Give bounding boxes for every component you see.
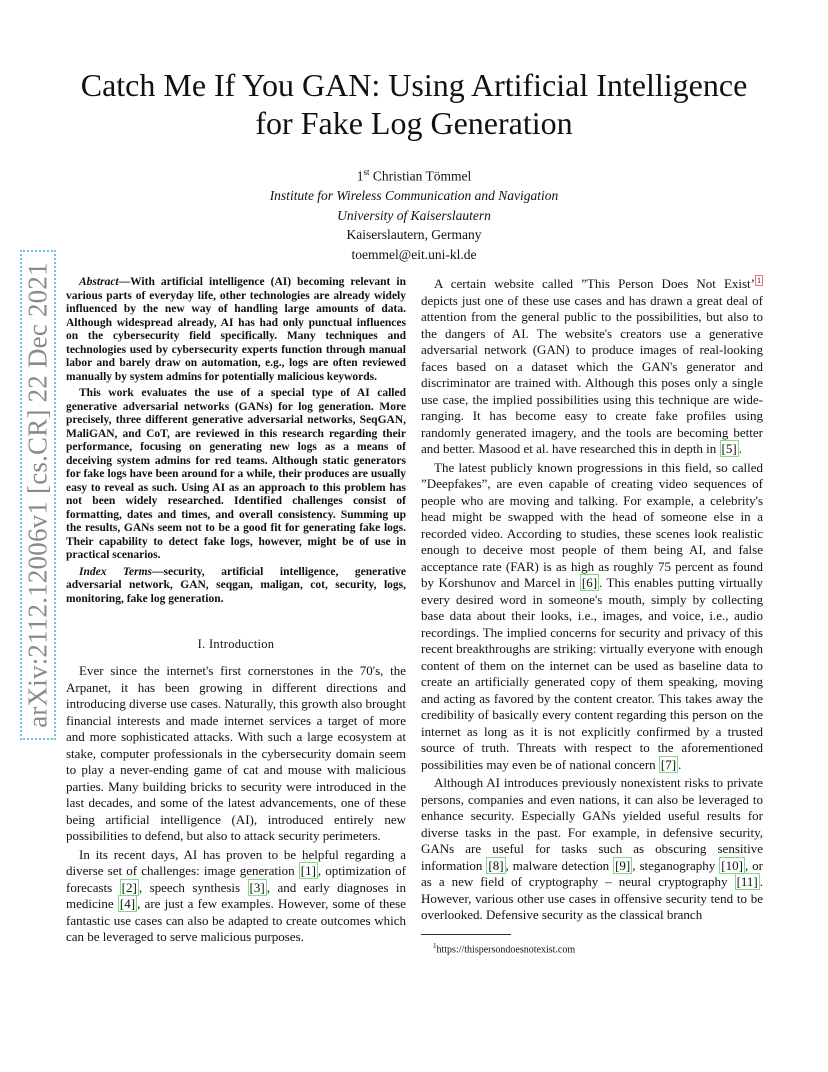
section-heading-introduction: I. Introduction bbox=[197, 637, 275, 651]
text-run: . bbox=[678, 756, 682, 772]
text-run: Although AI introduces previously nonexistent risks to private persons, companies and even nations, it can also be leveraged to enhance security. Especially GANs yielded useful results for diverse tasks in the past. For example, in defensive security, GANs are useful for tasks such as obscuring sensitive information bbox=[421, 775, 763, 873]
footnote-link-1[interactable]: 1 bbox=[757, 275, 761, 285]
text-run: , malware detection bbox=[505, 857, 614, 873]
text-run: , are just a few examples. However, some of these fantastic use cases can also be adapted to create outcomes which can be leveraged to serve malicious purposes. bbox=[66, 896, 407, 944]
citation-link-3[interactable]: [3] bbox=[249, 879, 265, 895]
author-location: Kaiserslautern, Germany bbox=[346, 227, 482, 242]
text-run: , optimization of forecasts bbox=[66, 863, 406, 895]
footnote-mark: 1 bbox=[433, 941, 437, 950]
text-run: , or as a new field of cryptography – neural cryptography bbox=[421, 857, 763, 889]
index-terms-label: Index Terms bbox=[79, 565, 152, 578]
right-paragraph-1 bbox=[421, 276, 763, 458]
abstract-paragraph-2: This work evaluates the use of a special type of AI called generative adversarial networks (GANs) for log generation. More precisely, three different generative adversarial networks, SeqGAN, MaliGAN, and CoT, are reviewed in this research regarding their performance, focusing on generating new logs as a means of deceiving system admins for red teams. Although static generators for fake logs have been around for a while, their produces are usually easy to reveal as such. Using AI as an approach to this problem has not been widely researched. Identified challenges consist of formatting, dates and times, and overall consistency. Summing up the results, GANs seem not to be a good fit for generating fake logs. Their capability to detect fake logs, however, might be of use in practical scenarios. bbox=[66, 387, 406, 561]
citation-link-7[interactable]: [7] bbox=[660, 756, 677, 772]
citation-link-4[interactable]: [4] bbox=[119, 896, 136, 911]
citation-link-8[interactable]: [8] bbox=[488, 857, 504, 873]
citation-link-10[interactable]: [10] bbox=[721, 857, 743, 873]
author-ordinal-suffix: st bbox=[363, 167, 370, 177]
right-paragraph-2 bbox=[421, 460, 763, 774]
text-run: . bbox=[738, 441, 742, 456]
abstract-label: Abstract bbox=[79, 276, 119, 288]
intro-paragraph-1: Ever since the internet's first cornerstones in the 70's, the Arpanet, it has been growing in different directions and introducing diverse use cases. Naturally, this growth also brought financial interests and made internet services a target of more and more sophisticated attacks. With such a large ecosystem at stake, computer professionals in the cybersecurity domain seem to play a never-ending game of cat and mouse with malicious parties. Many building bricks to security were introduced in the last decades, and some of the latest advancements, one of these being artificial intelligence (AI), introduced entirely new possibilities to defend, but also to attack security perimeters. bbox=[66, 663, 406, 843]
author-university: University of Kaiserslautern bbox=[337, 207, 491, 223]
arxiv-identifier: arXiv:2112.12006v1 [cs.CR] 22 Dec 2021 bbox=[22, 262, 53, 728]
footnote bbox=[421, 940, 763, 956]
footnote-url[interactable]: https://thispersondoesnotexist.com bbox=[436, 943, 576, 955]
text-run: . However, various other use cases in offensive security tend to be overlooked. Defensive security as the classical branch bbox=[421, 874, 763, 922]
text-run: , speech synthesis bbox=[138, 879, 248, 895]
citation-link-5[interactable]: [5] bbox=[721, 441, 737, 456]
text-run: depicts just one of these use cases and has drawn a great deal of attention from the general public to the possibilities, but also to the dangers of AI. The website's creators use a generative adversarial network (GAN) to produce images of real-looking faces based on a dataset which the GAN's generator and discriminator are trained with. Although this poses only a single use case, the implied possibilities using this technique are wide-ranging. It has become easy to create fake profiles using randomly generated imagery, and the tools are becoming better and better. Masood et al. have researched this in depth in bbox=[421, 292, 763, 456]
text-run: . This enables putting virtually every desired word in someone's mouth, simply by collecting base data about their looks, i.e., images, and voice, i.e., audio recordings. The implied concerns for security and privacy of this recent breakthroughs are striking: virtually everyone with enough content of them on the internet can be used as baseline data to create an artificially generated copy of them speaking, moving and acting as favored by the content creator. This takes away the credibility of basically every content regarding this person on the internet as long as it is not explicitly confirmed by a trusted source of truth. Threats with respect to the aforementioned possibilities may even be of national concern bbox=[421, 575, 763, 772]
index-terms bbox=[66, 566, 406, 607]
author-name: Christian Tömmel bbox=[372, 168, 472, 184]
abstract bbox=[66, 276, 406, 606]
left-column bbox=[66, 276, 406, 948]
arxiv-stamp bbox=[20, 250, 56, 740]
footnote-divider bbox=[421, 934, 511, 935]
text-run: In its recent days, AI has proven to be helpful regarding a diverse set of challenges: image generation bbox=[66, 846, 406, 878]
text-run: , and early diagnoses in medicine bbox=[66, 879, 406, 911]
text-run: A certain website called ”This Person Does Not Exist’ bbox=[434, 276, 755, 291]
paper-title-line-1: Catch Me If You GAN: Using Artificial Intelligence bbox=[80, 67, 748, 103]
index-terms-text: —security, artificial intelligence, generative adversarial network, GAN, seqgan, maligan, cot, security, logs, monitoring, fake log generation. bbox=[66, 565, 406, 605]
author-block bbox=[164, 163, 664, 264]
citation-link-2[interactable]: [2] bbox=[121, 879, 137, 895]
right-paragraph-3 bbox=[421, 775, 763, 924]
abstract-text-1: —With artificial intelligence (AI) becoming relevant in various parts of everyday life, other technologies are already widely influenced by the new way of handling large amounts of data. Although widespread already, AI has had only punctual influences on the cybersecurity field specifically. Many techniques and technologies used by cybersecurity experts function through manual labor and barely draw on automation, e.g., logs are often reviewed manually by system admins for potentially malicious keywords. bbox=[66, 276, 406, 383]
citation-link-11[interactable]: [11] bbox=[736, 874, 758, 889]
author-email: toemmel@eit.uni-kl.de bbox=[351, 246, 477, 262]
abstract-paragraph-1 bbox=[66, 276, 406, 384]
text-run: The latest publicly known progressions in this field, so called ”Deepfakes”, are even capable of creating video sequences of people who are moving and talking. For example, a celebrity's head might be swapped with the head of someone else in a recorded video. According to studies, these scenes look realistic enough to deceive most people of them being AI, and false acceptance rate (FAR) is as high as roughly 75 percent as found by Korshunov and Marcel in bbox=[421, 459, 763, 590]
paper-title-line-2: for Fake Log Generation bbox=[255, 105, 573, 141]
citation-link-1[interactable]: [1] bbox=[300, 863, 316, 878]
citation-link-9[interactable]: [9] bbox=[615, 857, 631, 873]
citation-link-6[interactable]: [6] bbox=[581, 575, 598, 590]
author-institute: Institute for Wireless Communication and Navigation bbox=[269, 188, 559, 203]
author-line bbox=[164, 163, 664, 186]
paper-title bbox=[40, 66, 788, 142]
author-ordinal: 1 bbox=[356, 168, 364, 184]
text-run: , steganography bbox=[632, 857, 720, 873]
intro-paragraph-2 bbox=[66, 847, 406, 946]
right-column bbox=[421, 276, 763, 956]
